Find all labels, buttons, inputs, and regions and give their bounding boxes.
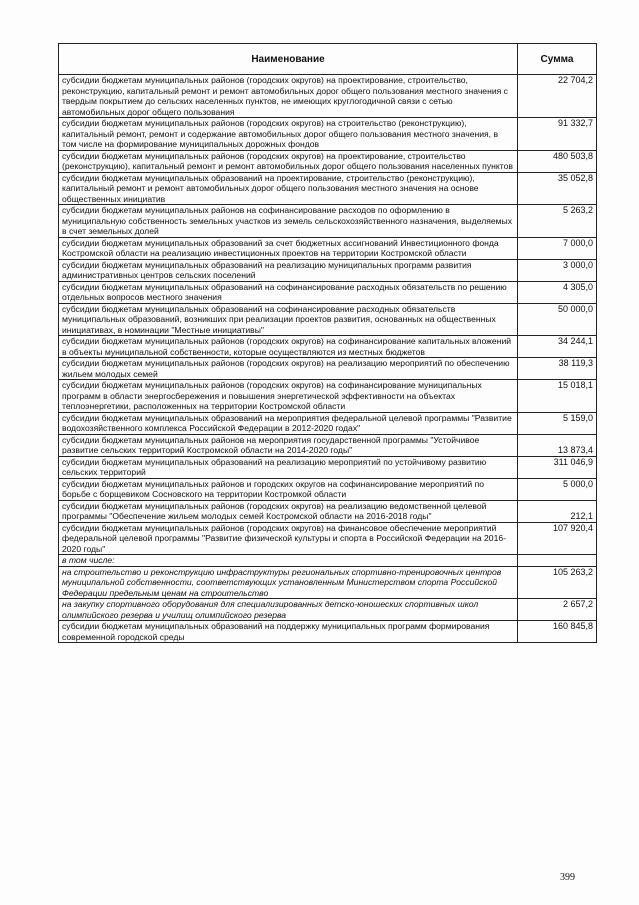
row-sum: [518, 555, 597, 567]
row-sum: 5 159,0: [518, 412, 597, 434]
table-row: [59, 380, 597, 413]
row-sum: 13 873,4: [518, 434, 597, 456]
row-sum: 35 052,8: [518, 172, 597, 205]
row-name: субсидии бюджетам муниципальных образований на софинансирование расходных обязательств по решению отдельных вопросов местного значения: [59, 281, 518, 303]
table-row: [59, 412, 597, 434]
row-name: субсидии бюджетам муниципальных образований на реализацию мероприятий по устойчивому развитию сельских территорий: [59, 456, 518, 478]
row-name: субсидии бюджетам муниципальных районов на мероприятия государственной программы "Устойчивое развитие сельских территорий Костромской области на 2014-2020 годы": [59, 434, 518, 456]
table-row: [59, 555, 597, 567]
row-name: субсидии бюджетам муниципальных образований на реализацию муниципальных программ развития административных центров сельских поселений: [59, 259, 518, 281]
table-row: [59, 281, 597, 303]
row-sum: 15 018,1: [518, 380, 597, 413]
row-name: субсидии бюджетам муниципальных районов на софинансирование расходов по оформлению в муниципальную собственность земельных участков из земель сельскохозяйственного назначения, выделяемых в счет земельных долей: [59, 205, 518, 238]
table-row: [59, 500, 597, 522]
row-name: субсидии бюджетам муниципальных районов и городских округов на софинансирование мероприятий по борьбе с борщевиком Сосновского на территории Костромкой области: [59, 478, 518, 500]
table-row: [59, 118, 597, 151]
row-sum: 5 263,2: [518, 205, 597, 238]
row-name: субсидии бюджетам муниципальных районов (городских округов) на строительство (реконструкцию), капитальный ремонт, ремонт и содержание автомобильных дорог общего пользования местного значения, в том числе на формирование муниципальных дорожных фондов: [59, 118, 518, 151]
row-name: в том числе:: [59, 555, 518, 567]
table-row: [59, 456, 597, 478]
row-sum: 5 000,0: [518, 478, 597, 500]
row-sum: 38 119,3: [518, 358, 597, 380]
table-row: [59, 621, 597, 643]
row-name: на закупку спортивного оборудования для специализированных детско-юношеских спортивных школ олимпийского резерва и училищ олимпийского резерва: [59, 599, 518, 621]
header-sum: Сумма: [518, 44, 597, 75]
table-row: [59, 522, 597, 555]
table-row: [59, 336, 597, 358]
row-name: субсидии бюджетам муниципальных районов (городских округов) на реализацию ведомственной целевой программы "Обеспечение жильем молодых семей Костромской области на 2016-2018 годы": [59, 500, 518, 522]
row-name: субсидии бюджетам муниципальных районов (городских округов) на софинансирование капитальных вложений в объекты муниципальной собственности, которые осуществляются из местных бюджетов: [59, 336, 518, 358]
row-name: субсидии бюджетам муниципальных образований на проектирование, строительство (реконструкцию), капитальный ремонт и ремонт автомобильных дорог общего пользования местного значения на основе общественных инициатив: [59, 172, 518, 205]
row-sum: 7 000,0: [518, 237, 597, 259]
row-sum: 160 845,8: [518, 621, 597, 643]
table-row: [59, 478, 597, 500]
row-sum: 107 920,4: [518, 522, 597, 555]
row-name: субсидии бюджетам муниципальных образований за счет бюджетных ассигнований Инвестиционного фонда Костромской области на реализацию инвестиционных проектов на территории Костромской области: [59, 237, 518, 259]
row-name: субсидии бюджетам муниципальных районов (городских округов) на реализацию мероприятий по обеспечению жильем молодых семей: [59, 358, 518, 380]
table-body: [59, 75, 597, 643]
table-header-row: [59, 44, 597, 75]
table-row: [59, 172, 597, 205]
row-sum: 4 305,0: [518, 281, 597, 303]
row-sum: 2 657,2: [518, 599, 597, 621]
row-sum: 105 263,2: [518, 566, 597, 599]
table-row: [59, 599, 597, 621]
row-sum: 22 704,2: [518, 75, 597, 118]
header-name: Наименование: [59, 44, 518, 75]
row-name: субсидии бюджетам муниципальных районов (городских округов) на проектирование, строительство, реконструкцию, капитальный ремонт и ремонт автомобильных дорог общего пользования местного значения с твердым покрытием до сельских населенных пунктов, не имеющих круглогодичной связи с сетью автомобильных дорог общего пользования: [59, 75, 518, 118]
row-name: на строительство и реконструкцию инфраструктуры региональных спортивно-тренировочных центров муниципальной собственности, соответствующих установленным Министерством спорта Российской Федерации предельным ценам на строительство: [59, 566, 518, 599]
table-row: [59, 259, 597, 281]
table-row: [59, 237, 597, 259]
budget-table: [58, 43, 597, 643]
table-row: [59, 434, 597, 456]
row-name: субсидии бюджетам муниципальных районов (городских округов) на финансовое обеспечение мероприятий федеральной целевой программы "Развитие физической культуры и спорта в Российской Федерации на 2016-2020 годы": [59, 522, 518, 555]
row-name: субсидии бюджетам муниципальных образований на софинансирование расходных обязательств муниципальных образований, возникших при реализации проектов развития, основанных на общественных инициативах, в номинации "Местные инициативы": [59, 303, 518, 336]
table-row: [59, 303, 597, 336]
row-sum: 3 000,0: [518, 259, 597, 281]
row-name: субсидии бюджетам муниципальных районов (городских округов) на софинансирование муниципальных программ в области энергосбережения и повышения энергетической эффективности на объектах теплоэнергетики, расположенных на территории Костромской области: [59, 380, 518, 413]
row-sum: 50 000,0: [518, 303, 597, 336]
row-sum: 480 503,8: [518, 150, 597, 172]
row-sum: 34 244,1: [518, 336, 597, 358]
row-name: субсидии бюджетам муниципальных районов (городских округов) на проектирование, строительство (реконструкцию), капитальный ремонт и ремонт автомобильных дорог общего пользования населенных пунктов: [59, 150, 518, 172]
table-row: [59, 75, 597, 118]
page-number: 399: [560, 872, 575, 883]
table-row: [59, 150, 597, 172]
table-row: [59, 205, 597, 238]
table-row: [59, 566, 597, 599]
row-name: субсидии бюджетам муниципальных образований на мероприятия федеральной целевой программы "Развитие водохозяйственного комплекса Российской Федерации в 2012-2020 годах": [59, 412, 518, 434]
table-row: [59, 358, 597, 380]
row-sum: 91 332,7: [518, 118, 597, 151]
row-name: субсидии бюджетам муниципальных образований на поддержку муниципальных программ формирования современной городской среды: [59, 621, 518, 643]
row-sum: 311 046,9: [518, 456, 597, 478]
row-sum: 212,1: [518, 500, 597, 522]
